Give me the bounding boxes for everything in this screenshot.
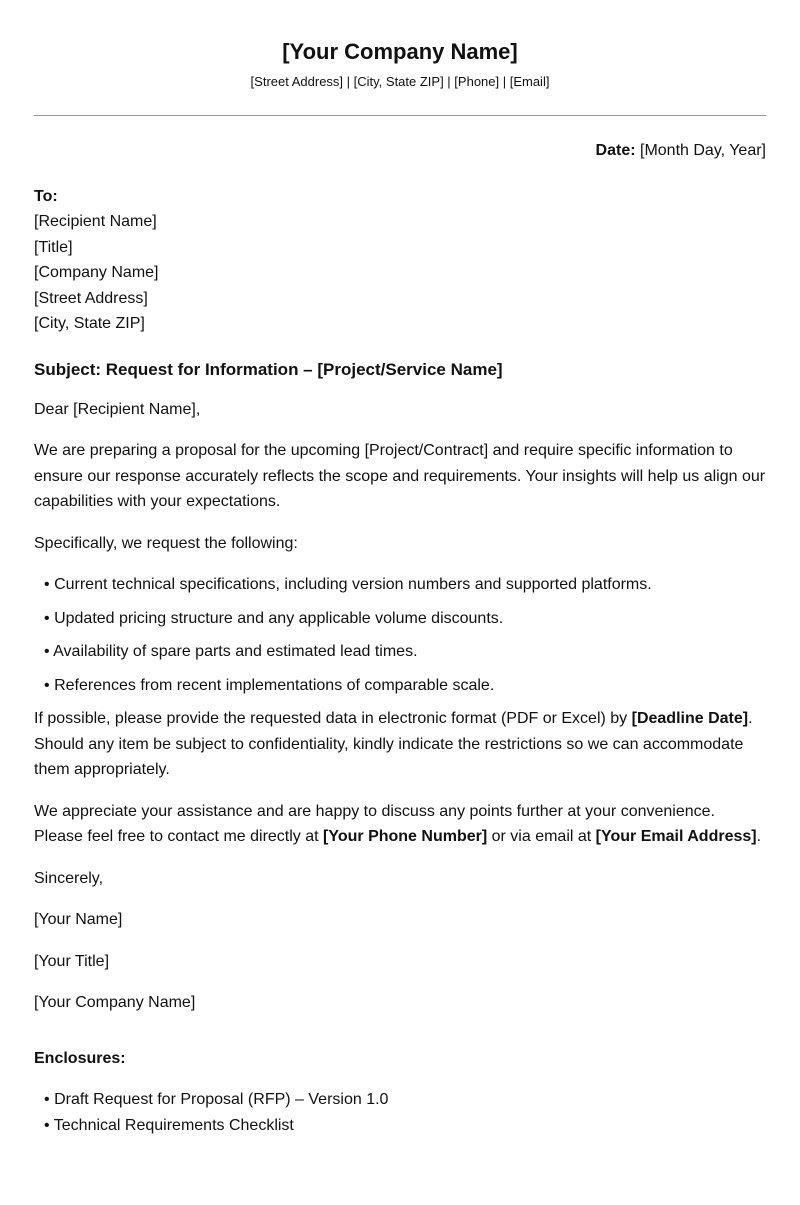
recipient-name: [Recipient Name] — [34, 213, 157, 230]
bullet: • — [44, 676, 50, 694]
phone-placeholder: [Your Phone Number] — [323, 828, 488, 845]
subject-line: Subject: Request for Information – [Project/Service Name] — [34, 359, 503, 379]
deadline-placeholder: [Deadline Date] — [631, 710, 749, 727]
format-paragraph: If possible, please provide the requested data in electronic format (PDF or Excel) by [Deadline Date]. Should any item be subject to confidentiality, kindly indicate the restrictions so we can accommodate them appropriately. — [34, 710, 753, 778]
request-list — [44, 572, 766, 698]
list-item: • Current technical specifications, including version numbers and supported platforms. — [44, 576, 652, 593]
request-lead: Specifically, we request the following: — [34, 534, 298, 552]
email-placeholder: [Your Email Address] — [595, 828, 757, 845]
recipient-street: [Street Address] — [34, 289, 148, 307]
date-value: [Month Day, Year] — [640, 142, 766, 159]
bullet: • — [44, 1091, 50, 1108]
bullet: • — [44, 609, 50, 627]
letterhead — [0, 0, 800, 90]
recipient-title: [Title] — [34, 238, 73, 256]
company-name: [Your Company Name] — [282, 39, 518, 64]
list-item: • Updated pricing structure and any applicable volume discounts. — [44, 609, 504, 627]
list-item: • References from recent implementations of comparable scale. — [44, 676, 495, 694]
bullet: • — [44, 1117, 50, 1134]
signature-title: [Your Title] — [34, 952, 110, 970]
signature-name: [Your Name] — [34, 911, 123, 928]
header-divider — [34, 115, 766, 116]
signature-company: [Your Company Name] — [34, 994, 196, 1011]
bullet: • — [44, 643, 50, 660]
enclosures-heading: Enclosures: — [34, 1049, 126, 1067]
closing: Sincerely, — [34, 869, 104, 887]
list-item: • Technical Requirements Checklist — [44, 1117, 294, 1134]
date-line — [34, 138, 766, 164]
salutation: Dear [Recipient Name], — [34, 400, 201, 418]
list-item: • Availability of spare parts and estimated lead times. — [44, 643, 418, 660]
recipient-block — [34, 184, 766, 337]
contact-paragraph: We appreciate your assistance and are happy to discuss any points further at your convenience. Please feel free to contact me directly at [Your Phone Number] or via email at [Your Email Address]. — [34, 802, 762, 845]
letter-body — [34, 138, 766, 1139]
company-contact-line: [Street Address] | [City, State ZIP] | [Phone] | [Email] — [250, 74, 550, 89]
recipient-city: [City, State ZIP] — [34, 315, 145, 332]
enclosure-list — [44, 1087, 766, 1139]
list-item: • Draft Request for Proposal (RFP) – Version 1.0 — [44, 1091, 389, 1108]
recipient-label: To: — [34, 187, 58, 205]
bullet: • — [44, 576, 50, 593]
recipient-company: [Company Name] — [34, 264, 159, 281]
intro-paragraph: We are preparing a proposal for the upcoming [Project/Contract] and require specific information to ensure our response accurately reflects the scope and requirements. Your insights will help us align our capabilities with your expectations. — [34, 442, 766, 510]
date-label: Date: — [595, 142, 636, 159]
